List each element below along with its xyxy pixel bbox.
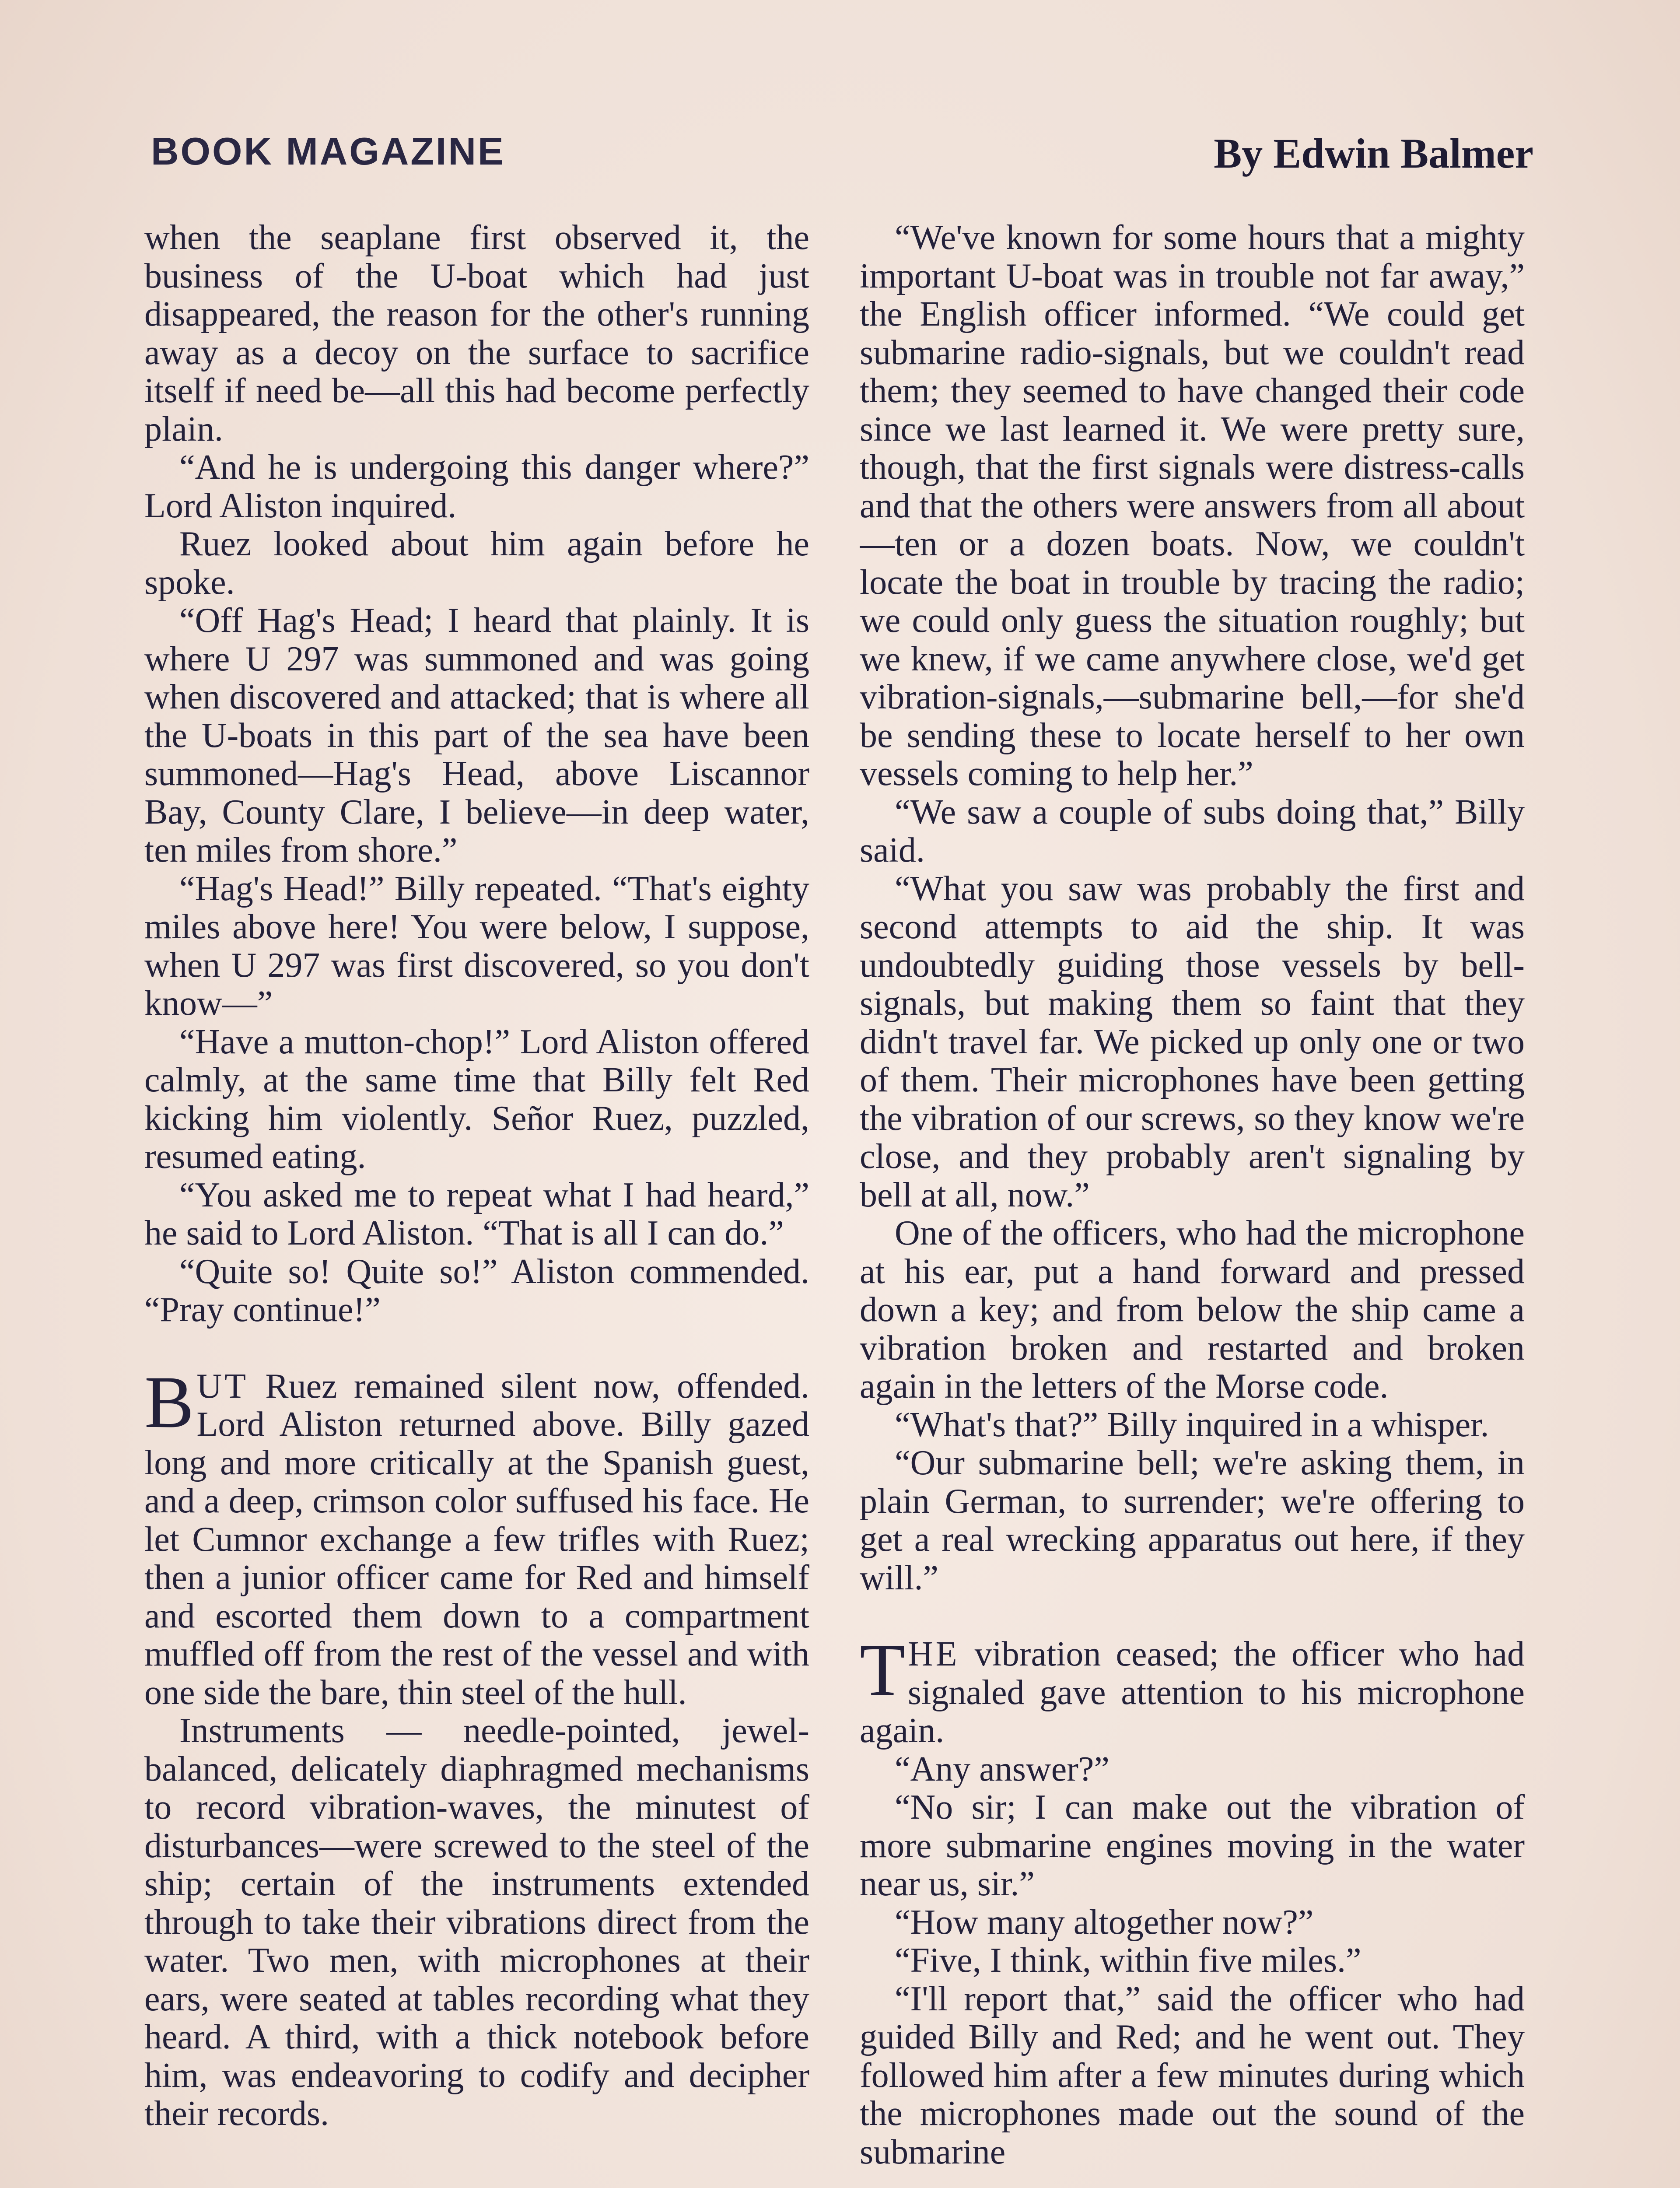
right-column: [860, 219, 1525, 2188]
paragraph: “Have a mutton-chop!” Lord Aliston offered calmly, at the same time that Billy felt Red kicking him violently. Señor Ruez, puzzled, resumed eating.: [144, 1022, 809, 1176]
paragraph: “How many altogether now?”: [895, 1903, 1314, 1942]
section-opening-paragraph: [144, 1360, 809, 1712]
paragraph: “What you saw was probably the first and second attempts to aid the ship. It was undoubtedly guiding those vessels by bell-signals, but making them so faint that they didn't travel far. We picked up only one or two of them. Their microphones have been getting the vibration of our screws, so they know we're close, and they probably aren't signaling by bell at all, now.”: [860, 869, 1525, 1214]
section-break: [144, 1329, 809, 1368]
paragraph: “Off Hag's Head; I heard that plainly. It is where U 297 was summoned and was going when discovered and attacked; that is where all the U-boats in this part of the sea have been summoned—Hag's Head, above Liscannor Bay, County Clare, I believe—in deep water, ten miles from shore.”: [144, 601, 809, 870]
paragraph: when the seaplane first observed it, the business of the U-boat which had just disappeared, the reason for the other's running away as a decoy on the surface to sacrifice itself if need be—all this had become perfectly plain.: [144, 219, 809, 449]
small-caps-lead: UT: [196, 1367, 249, 1406]
paragraph: “We've known for some hours that a mighty important U-boat was in trouble not far away,” the English officer informed. “We could get submarine radio-signals, but we couldn't read them; they seemed to have changed their code since we last learned it. We were pretty sure, though, that the first signals were distress-calls and that the others were answers from all about—ten or a dozen boats. Now, we couldn't locate the boat in trouble by tracing the radio; we could only guess the situation roughly; but we knew, if we came anywhere close, we'd get vibration-signals,—submarine bell,—for she'd be sending these to locate herself to her own vessels coming to help her.”: [860, 219, 1525, 793]
paragraph: “What's that?” Billy inquired in a whisper.: [895, 1405, 1489, 1444]
paragraph: Instruments — needle-pointed, jewel-balanced, delicately diaphragmed mechanisms to record vibration-waves, the minutest of disturbances—were screwed to the steel of the ship; certain of the instruments extended through to take their vibrations direct from the water. Two men, with microphones at their ears, were seated at tables recording what they heard. A third, with a thick notebook before him, was endeavoring to codify and decipher their records.: [144, 1711, 809, 2133]
paragraph: “We saw a couple of subs doing that,” Billy said.: [860, 792, 1525, 870]
running-header: [151, 129, 1533, 186]
small-caps-lead: HE: [907, 1635, 960, 1673]
paragraph: “You asked me to repeat what I had heard,” he said to Lord Aliston. “That is all I can do.”: [144, 1175, 809, 1252]
paragraph: “No sir; I can make out the vibration of more submarine engines moving in the water near us, sir.”: [860, 1788, 1525, 1903]
paragraph-text: Ruez remained silent now, offended. Lord Aliston returned above. Billy gazed long and more critically at the Spanish guest, and a deep, crimson color suffused his face. He let Cumnor exchange a few trifles with Ruez; then a junior officer came for Red and himself and escorted them down to a compartment muffled off from the rest of the vessel and with one side the bare, thin steel of the hull.: [144, 1367, 809, 1712]
left-column: [144, 219, 809, 2188]
paragraph: “And he is undergoing this danger where?” Lord Aliston inquired.: [144, 448, 809, 525]
drop-cap: T: [860, 1629, 905, 1711]
section-break: [860, 1597, 1525, 1635]
paragraph: “I'll report that,” said the officer who had guided Billy and Red; and he went out. They followed him after a few minutes during which the microphones made out the sound of the submarine: [860, 1979, 1525, 2171]
paragraph: Ruez looked about him again before he spoke.: [144, 525, 809, 602]
paragraph: “Five, I think, within five miles.”: [895, 1941, 1362, 1980]
paragraph: “Hag's Head!” Billy repeated. “That's eighty miles above here! You were below, I suppose, when U 297 was first discovered, so you don't know—”: [144, 869, 809, 1023]
paragraph: One of the officers, who had the microphone at his ear, put a hand forward and pressed down a key; and from below the ship came a vibration broken and restarted and broken again in the letters of the Morse code.: [860, 1214, 1525, 1406]
magazine-title: BOOK MAGAZINE: [151, 130, 505, 173]
paragraph: “Quite so! Quite so!” Aliston commended. “Pray continue!”: [144, 1252, 809, 1329]
paragraph-text: vibration ceased; the officer who had signaled gave attention to his microphone again.: [860, 1635, 1525, 1750]
paragraph: “Our submarine bell; we're asking them, in plain German, to surrender; we're offering to get a real wrecking apparatus out here, if they will.”: [860, 1444, 1525, 1597]
section-opening-paragraph: [860, 1629, 1525, 1750]
paragraph: “Any answer?”: [895, 1750, 1110, 1788]
author-byline: By Edwin Balmer: [1214, 130, 1533, 177]
drop-cap: B: [144, 1360, 194, 1443]
